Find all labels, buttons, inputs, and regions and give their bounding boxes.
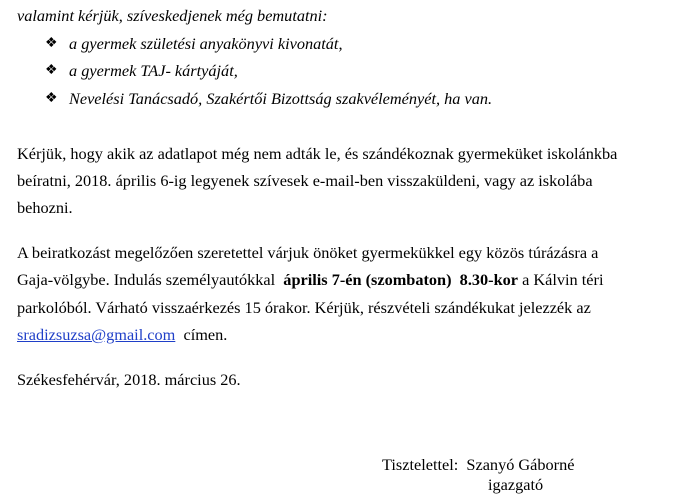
paragraph-line: Kérjük, hogy akik az adatlapot még nem adták le, és szándékoznak gyermeküket iskolánkba — [17, 144, 618, 163]
hike-time: 8.30-kor — [459, 270, 519, 289]
hike-date: április 7-én (szombaton) — [283, 270, 452, 289]
signature-name: Szanyó Gáborné — [466, 455, 575, 474]
intro-line: valamint kérjük, szíveskedjenek még bemutatni: — [17, 6, 328, 25]
text-span: a Kálvin téri — [522, 270, 604, 289]
bullet-diamond-icon: ❖ — [45, 36, 58, 51]
bullet-text: a gyermek TAJ- kártyáját, — [69, 61, 238, 80]
bullet-text: Nevelési Tanácsadó, Szakértői Bizottság szakvéleményét, ha van. — [69, 89, 493, 108]
place-date: Székesfehérvár, 2018. március 26. — [17, 370, 241, 389]
paragraph-line: beíratni, 2018. április 6-ig legyenek szívesek e-mail-ben visszaküldeni, vagy az iskolába — [17, 171, 593, 190]
email-link[interactable]: sradizsuzsa@gmail.com — [17, 325, 176, 344]
text-span: Gaja-völgybe. Indulás személyautókkal — [17, 270, 276, 289]
paragraph-line: parkolóból. Várható visszaérkezés 15 órakor. Kérjük, részvételi szándékukat jelezzék az — [17, 298, 591, 317]
bullet-diamond-icon: ❖ — [45, 63, 58, 78]
paragraph-line — [17, 270, 603, 290]
bullet-diamond-icon: ❖ — [45, 91, 58, 106]
signature-line — [382, 455, 574, 475]
paragraph-line — [17, 325, 227, 345]
text-span: címen. — [183, 325, 228, 344]
paragraph-line: A beiratkozást megelőzően szeretettel várjuk önöket gyermekükkel egy közös túrázásra a — [17, 243, 599, 262]
signature-title: igazgató — [488, 475, 544, 494]
bullet-text: a gyermek születési anyakönyvi kivonatát, — [69, 34, 343, 53]
paragraph-line: behozni. — [17, 198, 73, 217]
signature-greeting: Tisztelettel: — [382, 455, 459, 474]
